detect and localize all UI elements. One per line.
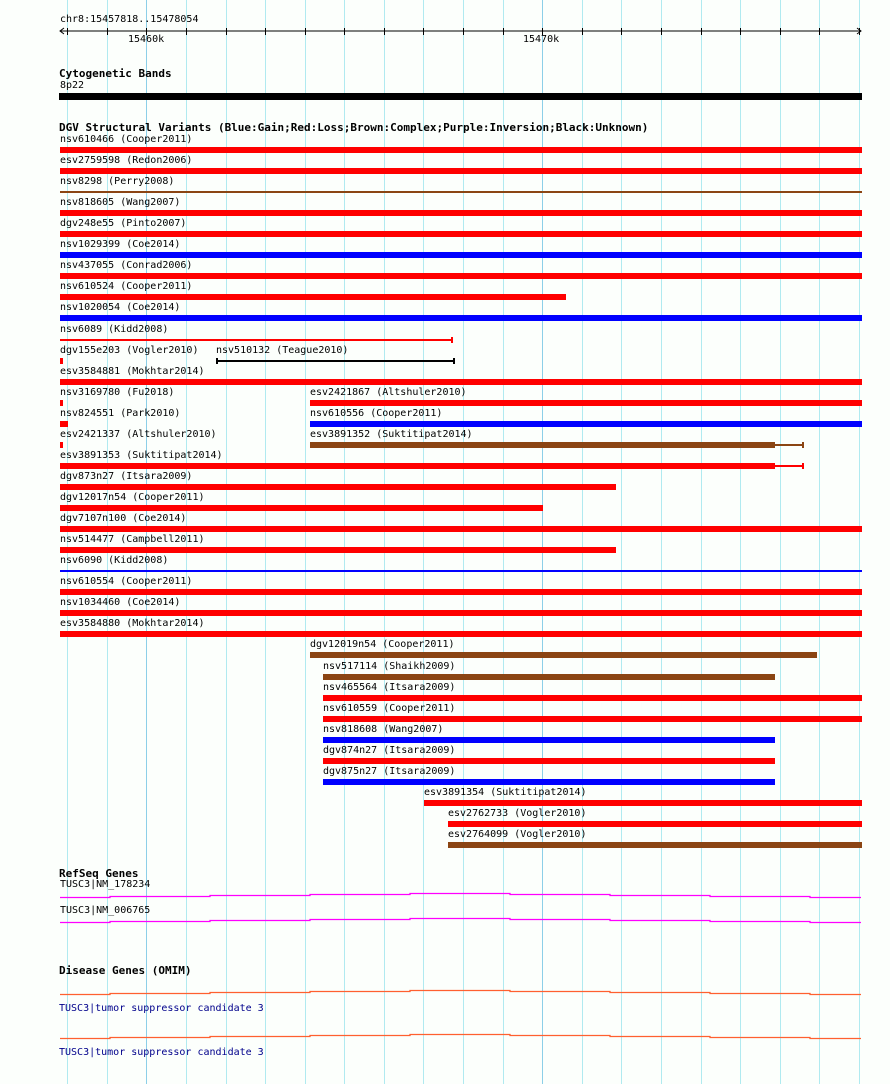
gridline: [305, 0, 306, 1084]
variant-label[interactable]: dgv155e203 (Vogler2010): [60, 345, 199, 356]
variant-bar[interactable]: [448, 842, 862, 848]
variant-bar[interactable]: [60, 210, 862, 216]
variant-label[interactable]: nsv610554 (Cooper2011): [60, 576, 193, 587]
variant-bar[interactable]: [60, 273, 862, 279]
variant-bar[interactable]: [310, 400, 862, 406]
variant-bar[interactable]: [60, 484, 616, 490]
ruler-location: chr8:15457818..15478054: [60, 14, 199, 25]
variant-label[interactable]: dgv12019n54 (Cooper2011): [310, 639, 455, 650]
variant-bar[interactable]: [60, 463, 775, 469]
gridline: [226, 0, 227, 1084]
variant-label[interactable]: nsv514477 (Campbell2011): [60, 534, 205, 545]
variant-label[interactable]: nsv610556 (Cooper2011): [310, 408, 443, 419]
variant-label[interactable]: esv3891353 (Suktitipat2014): [60, 450, 223, 461]
variant-bar[interactable]: [323, 737, 775, 743]
gridline: [503, 0, 504, 1084]
gridline: [740, 0, 741, 1084]
refseq-track-title: RefSeq Genes: [59, 867, 139, 880]
variant-label[interactable]: nsv1020054 (Coe2014): [60, 302, 181, 313]
gridline: [780, 0, 781, 1084]
gridline: [701, 0, 702, 1084]
gridline: [621, 0, 622, 1084]
variant-bar[interactable]: [323, 695, 862, 701]
variant-label[interactable]: dgv12017n54 (Cooper2011): [60, 492, 205, 503]
variant-bar[interactable]: [310, 442, 775, 448]
variant-end-tick: [451, 337, 453, 343]
variant-label[interactable]: nsv610559 (Cooper2011): [323, 703, 456, 714]
variant-bar[interactable]: [323, 758, 775, 764]
variant-end-tick: [802, 463, 804, 469]
variant-label[interactable]: dgv7107n100 (Coe2014): [60, 513, 187, 524]
variant-label[interactable]: esv3584881 (Mokhtar2014): [60, 366, 205, 377]
dgv-track-title: DGV Structural Variants (Blue:Gain;Red:Loss;Brown:Complex;Purple:Inversion;Black:Unknown): [59, 121, 649, 134]
variant-bar[interactable]: [323, 779, 775, 785]
variant-end-tick: [802, 442, 804, 448]
variant-label[interactable]: esv3891354 (Suktitipat2014): [424, 787, 587, 798]
gridline: [423, 0, 424, 1084]
gridline: [265, 0, 266, 1084]
variant-extension-line[interactable]: [775, 465, 802, 467]
omim-track-title: Disease Genes (OMIM): [59, 964, 192, 977]
variant-label[interactable]: nsv6089 (Kidd2008): [60, 324, 169, 335]
variant-bar[interactable]: [310, 421, 862, 427]
gridline: [542, 0, 543, 1084]
variant-label[interactable]: esv2762733 (Vogler2010): [448, 808, 587, 819]
cytoband-bar[interactable]: [59, 93, 862, 100]
variant-bar[interactable]: [60, 231, 862, 237]
cytoband-track-title: Cytogenetic Bands: [59, 67, 172, 80]
variant-label[interactable]: nsv8298 (Perry2008): [60, 176, 175, 187]
ruler-tick-label: 15470k: [523, 34, 560, 45]
gridline: [661, 0, 662, 1084]
cytoband-label: 8p22: [60, 80, 85, 91]
variant-bar[interactable]: [60, 294, 566, 300]
variant-bar[interactable]: [60, 400, 63, 406]
variant-bar[interactable]: [60, 379, 862, 385]
variant-bar[interactable]: [60, 631, 862, 637]
variant-label[interactable]: esv3584880 (Mokhtar2014): [60, 618, 205, 629]
variant-label[interactable]: esv2421867 (Altshuler2010): [310, 387, 467, 398]
variant-bar[interactable]: [60, 570, 862, 572]
gridline: [819, 0, 820, 1084]
gridline: [344, 0, 345, 1084]
gridline: [582, 0, 583, 1084]
variant-label[interactable]: nsv510132 (Teague2010): [216, 345, 349, 356]
variant-label[interactable]: dgv875n27 (Itsara2009): [323, 766, 456, 777]
variant-label[interactable]: nsv1034460 (Coe2014): [60, 597, 181, 608]
variant-label[interactable]: nsv610466 (Cooper2011): [60, 134, 193, 145]
variant-bar[interactable]: [60, 358, 63, 364]
gene-label[interactable]: TUSC3|NM_006765: [60, 905, 151, 916]
variant-label[interactable]: nsv6090 (Kidd2008): [60, 555, 169, 566]
variant-label[interactable]: nsv3169780 (Fu2018): [60, 387, 175, 398]
gridline: [859, 0, 860, 1084]
variant-label[interactable]: nsv818608 (Wang2007): [323, 724, 444, 735]
variant-end-tick: [216, 358, 218, 364]
omim-gene-label[interactable]: TUSC3|tumor suppressor candidate 3: [59, 1047, 264, 1058]
variant-label[interactable]: nsv465564 (Itsara2009): [323, 682, 456, 693]
variant-bar[interactable]: [60, 168, 862, 174]
variant-bar[interactable]: [424, 800, 862, 806]
variant-bar[interactable]: [60, 442, 63, 448]
variant-end-tick: [453, 358, 455, 364]
variant-bar[interactable]: [60, 589, 862, 595]
variant-bar[interactable]: [216, 360, 455, 362]
variant-bar[interactable]: [60, 252, 862, 258]
variant-bar[interactable]: [60, 547, 616, 553]
variant-label[interactable]: dgv873n27 (Itsara2009): [60, 471, 193, 482]
variant-label[interactable]: nsv610524 (Cooper2011): [60, 281, 193, 292]
variant-bar[interactable]: [60, 610, 862, 616]
variant-bar[interactable]: [60, 505, 543, 511]
gridline: [384, 0, 385, 1084]
variant-extension-line[interactable]: [775, 444, 802, 446]
ruler-tick-label: 15460k: [128, 34, 165, 45]
gridline: [463, 0, 464, 1084]
variant-label[interactable]: esv3891352 (Suktitipat2014): [310, 429, 473, 440]
variant-label[interactable]: esv2421337 (Altshuler2010): [60, 429, 217, 440]
variant-bar[interactable]: [60, 147, 862, 153]
variant-bar[interactable]: [323, 716, 862, 722]
variant-label[interactable]: nsv437055 (Conrad2006): [60, 260, 193, 271]
variant-label[interactable]: esv2759598 (Redon2006): [60, 155, 193, 166]
variant-label[interactable]: nsv517114 (Shaikh2009): [323, 661, 456, 672]
variant-label[interactable]: dgv874n27 (Itsara2009): [323, 745, 456, 756]
variant-bar[interactable]: [448, 821, 862, 827]
variant-label[interactable]: nsv1029399 (Coe2014): [60, 239, 181, 250]
omim-gene-label[interactable]: TUSC3|tumor suppressor candidate 3: [59, 1003, 264, 1014]
variant-bar[interactable]: [60, 526, 862, 532]
variant-bar[interactable]: [60, 191, 862, 193]
variant-label[interactable]: nsv818605 (Wang2007): [60, 197, 181, 208]
variant-label[interactable]: esv2764099 (Vogler2010): [448, 829, 587, 840]
variant-label[interactable]: dgv248e55 (Pinto2007): [60, 218, 187, 229]
variant-bar[interactable]: [60, 421, 68, 427]
variant-bar[interactable]: [60, 315, 862, 321]
variant-label[interactable]: nsv824551 (Park2010): [60, 408, 181, 419]
variant-bar[interactable]: [310, 652, 817, 658]
gene-label[interactable]: TUSC3|NM_178234: [60, 879, 151, 890]
variant-bar[interactable]: [323, 674, 775, 680]
variant-bar[interactable]: [60, 339, 453, 341]
